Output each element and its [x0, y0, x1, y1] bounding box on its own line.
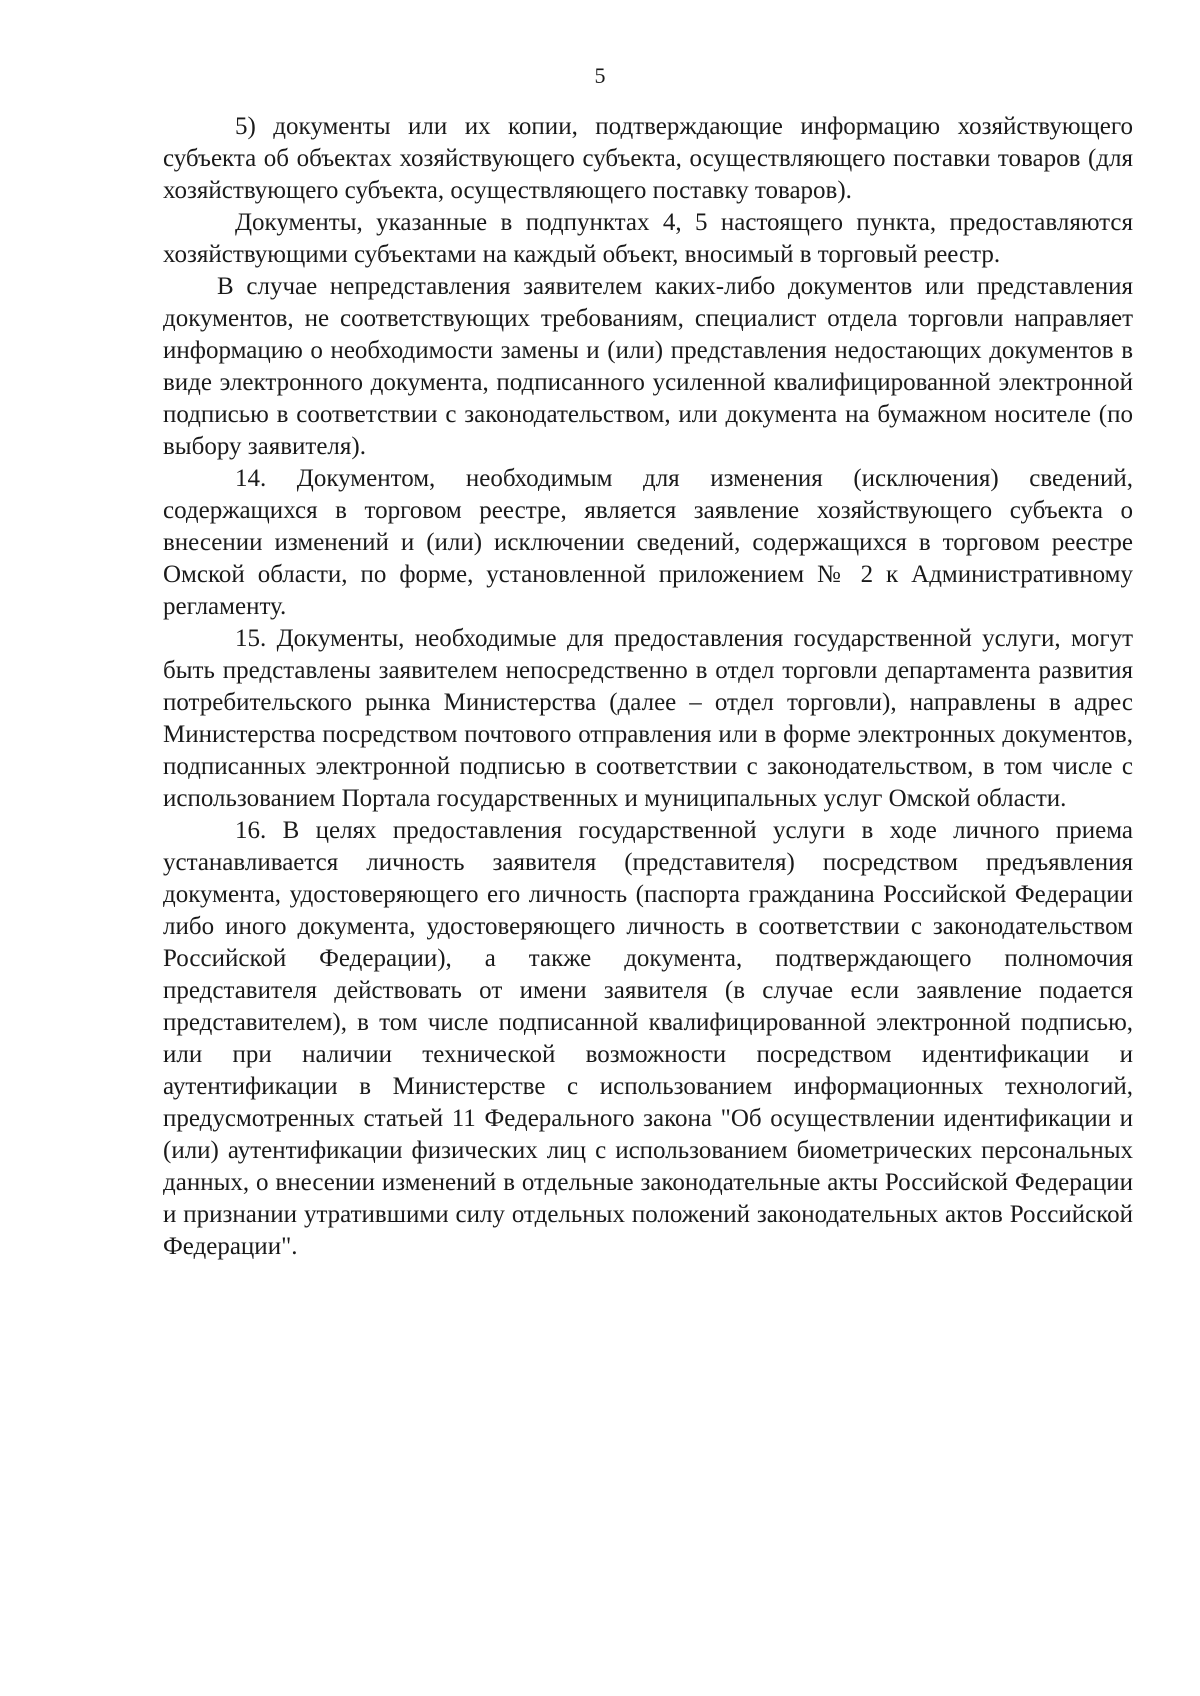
paragraph-documents-subitems: Документы, указанные в подпунктах 4, 5 настоящего пункта, предоставляются хозяйствующими субъектами на каждый объект, вносимый в торговый реестр.: [163, 209, 1133, 268]
paragraph-item-5-documents: 5) документы или их копии, подтверждающие информацию хозяйствующего субъекта об объектах хозяйствующего субъекта, осуществляющего поставки товаров (для хозяйствующего субъекта, осуществляющего поставку товаров).: [163, 113, 1133, 204]
paragraph-14: 14. Документом, необходимым для изменения (исключения) сведений, содержащихся в торговом реестре, является заявление хозяйствующего субъекта о внесении изменений и (или) исключении сведений, содержащихся в торговом реестре Омской области, по форме, установленной приложением № 2 к Административному регламенту.: [163, 465, 1133, 620]
paragraph-16: 16. В целях предоставления государственной услуги в ходе личного приема устанавливается личность заявителя (представителя) посредством предъявления документа, удостоверяющего его личность (паспорта гражданина Российской Федерации либо иного документа, удостоверяющего личность в соответствии с законодательством Российской Федерации), а также документа, подтверждающего полномочия представителя действовать от имени заявителя (в случае если заявление подается представителем), в том числе подписанной квалифицированной электронной подписью, или при наличии технической возможности посредством идентификации и аутентификации в Министерстве с использованием информационных технологий, предусмотренных статьей 11 Федерального закона "Об осуществлении идентификации и (или) аутентификации физических лиц с использованием биометрических персональных данных, о внесении изменений в отдельные законодательные акты Российской Федерации и признании утратившими силу отдельных положений законодательных актов Российской Федерации".: [163, 817, 1133, 1260]
document-body: [163, 111, 1133, 1263]
page-number: 5: [594, 63, 606, 88]
paragraph-missing-documents: В случае непредставления заявителем каких-либо документов или представления документов, не соответствующих требованиям, специалист отдела торговли направляет информацию о необходимости замены и (или) представления недостающих документов в виде электронного документа, подписанного усиленной квалифицированной электронной подписью в соответствии с законодательством, или документа на бумажном носителе (по выбору заявителя).: [163, 273, 1133, 460]
paragraph-15: 15. Документы, необходимые для предоставления государственной услуги, могут быть представлены заявителем непосредственно в отдел торговли департамента развития потребительского рынка Министерства (далее – отдел торговли), направлены в адрес Министерства посредством почтового отправления или в форме электронных документов, подписанных электронной подписью в соответствии с законодательством, в том числе с использованием Портала государственных и муниципальных услуг Омской области.: [163, 625, 1133, 812]
